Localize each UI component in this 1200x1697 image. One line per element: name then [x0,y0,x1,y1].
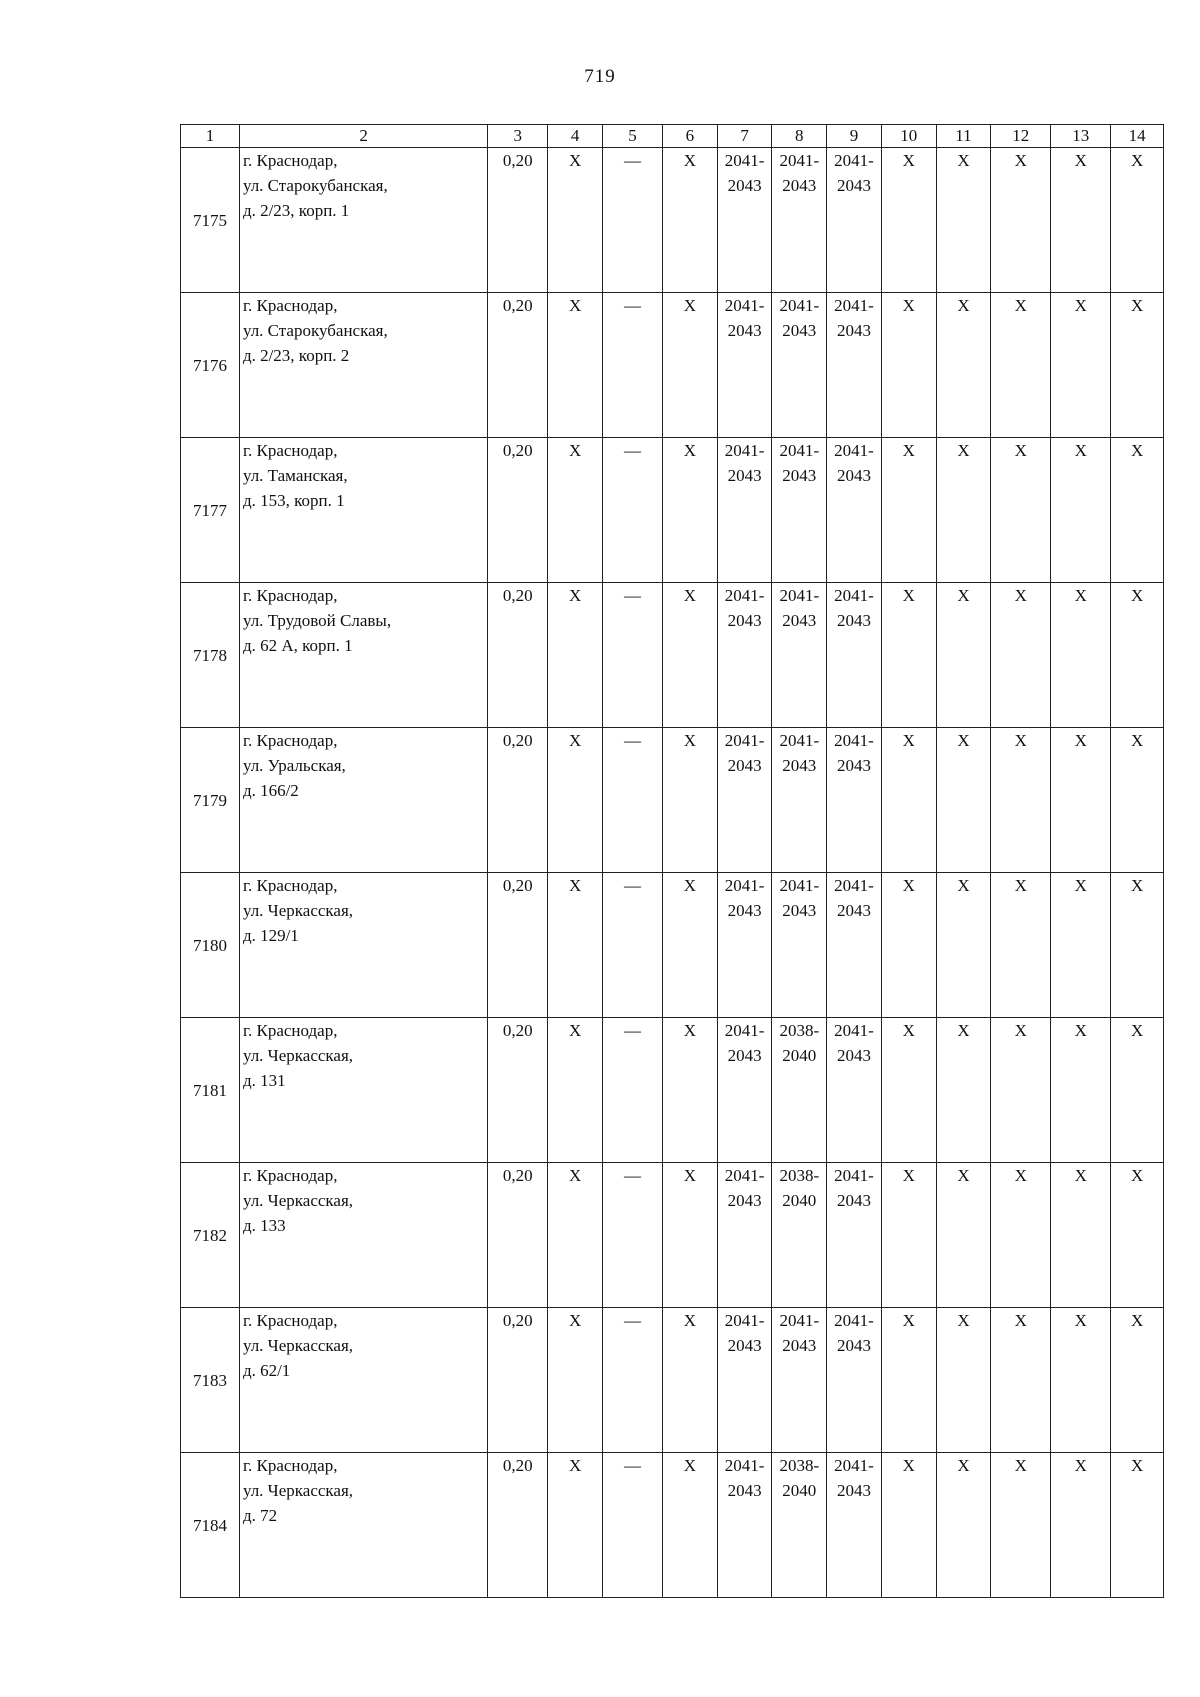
value-cell: 0,20 [488,1308,548,1453]
address-cell [239,1018,487,1163]
mark-cell: X [881,148,936,293]
address-house: д. 2/23, корп. 2 [242,346,350,365]
address-house: д. 62 А, корп. 1 [242,636,353,655]
period-cell [772,728,827,873]
period-end: 2043 [727,1046,762,1065]
value-cell: 0,20 [488,1163,548,1308]
period-cell [717,873,772,1018]
address-house: д. 2/23, корп. 1 [242,201,350,220]
mark-cell: X [936,148,991,293]
mark-cell: X [1051,583,1111,728]
period-cell [827,1018,882,1163]
address-street: ул. Черкасская, [242,1481,354,1500]
mark-cell: X [991,438,1051,583]
period-start: 2041- [834,1021,874,1040]
address-city: г. Краснодар, [242,876,338,895]
mark-cell: X [1051,293,1111,438]
mark-cell: X [991,148,1051,293]
dash-cell: — [603,293,663,438]
period-end: 2040 [782,1046,817,1065]
address-street: ул. Таманская, [242,466,348,485]
mark-cell: X [663,148,718,293]
period-end: 2043 [727,321,762,340]
dash-cell: — [603,1163,663,1308]
period-start: 2041- [779,296,820,315]
address-house: д. 153, корп. 1 [242,491,345,510]
dash-cell: — [603,148,663,293]
period-cell [717,293,772,438]
address-street: ул. Трудовой Славы, [242,611,392,630]
period-start: 2041- [834,441,874,460]
period-start: 2041- [724,876,765,895]
mark-cell: X [548,148,603,293]
mark-cell: X [1051,728,1111,873]
period-start: 2041- [834,731,874,750]
mark-cell: X [1051,438,1111,583]
address-house: д. 133 [242,1216,286,1235]
period-start: 2041- [779,441,820,460]
period-cell [772,1308,827,1453]
mark-cell: X [991,728,1051,873]
mark-cell: X [663,1453,718,1598]
mark-cell: X [663,438,718,583]
address-city: г. Краснодар, [242,586,338,605]
period-end: 2043 [727,176,762,195]
column-header: 4 [548,125,603,148]
value-cell: 0,20 [488,873,548,1018]
period-start: 2041- [834,296,874,315]
mark-cell: X [1111,293,1164,438]
period-end: 2043 [837,901,872,920]
address-city: г. Краснодар, [242,296,338,315]
table-row [181,1163,1164,1308]
period-end: 2043 [727,901,762,920]
period-start: 2038- [779,1166,820,1185]
period-start: 2041- [724,1021,765,1040]
period-end: 2043 [727,466,762,485]
period-end: 2043 [782,466,817,485]
period-start: 2038- [779,1021,820,1040]
row-number: 7182 [181,1163,240,1308]
period-start: 2041- [724,731,765,750]
period-end: 2043 [782,901,817,920]
mark-cell: X [548,1308,603,1453]
mark-cell: X [1111,148,1164,293]
period-end: 2043 [837,756,872,775]
column-header: 5 [603,125,663,148]
column-header: 14 [1111,125,1164,148]
mark-cell: X [936,293,991,438]
dash-cell: — [603,873,663,1018]
housing-register-table [180,124,1164,1598]
period-cell [827,148,882,293]
period-end: 2040 [782,1481,817,1500]
value-cell: 0,20 [488,293,548,438]
period-cell [717,1453,772,1598]
address-house: д. 131 [242,1071,286,1090]
period-start: 2041- [724,151,765,170]
mark-cell: X [663,583,718,728]
period-start: 2041- [834,1311,874,1330]
mark-cell: X [881,1018,936,1163]
period-cell [717,1163,772,1308]
address-city: г. Краснодар, [242,151,338,170]
mark-cell: X [936,1453,991,1598]
mark-cell: X [663,1163,718,1308]
period-start: 2038- [779,1456,820,1475]
period-cell [772,583,827,728]
mark-cell: X [1051,1308,1111,1453]
value-cell: 0,20 [488,148,548,293]
table-row [181,583,1164,728]
column-header: 3 [488,125,548,148]
address-house: д. 62/1 [242,1361,291,1380]
period-end: 2043 [837,1336,872,1355]
page-number: 719 [584,66,616,87]
mark-cell: X [1111,583,1164,728]
period-end: 2043 [837,1481,872,1500]
period-start: 2041- [779,1311,820,1330]
mark-cell: X [936,1308,991,1453]
address-street: ул. Уральская, [242,756,346,775]
mark-cell: X [881,873,936,1018]
mark-cell: X [936,728,991,873]
address-city: г. Краснодар, [242,1456,338,1475]
dash-cell: — [603,583,663,728]
row-number: 7177 [181,438,240,583]
row-number: 7178 [181,583,240,728]
row-number: 7181 [181,1018,240,1163]
period-cell [827,293,882,438]
mark-cell: X [881,293,936,438]
period-end: 2043 [727,1481,762,1500]
table-row [181,1453,1164,1598]
period-cell [717,1308,772,1453]
period-start: 2041- [834,151,874,170]
address-city: г. Краснодар, [242,1021,338,1040]
mark-cell: X [1111,728,1164,873]
address-cell [239,1163,487,1308]
address-street: ул. Старокубанская, [242,176,388,195]
address-street: ул. Черкасская, [242,901,354,920]
dash-cell: — [603,1308,663,1453]
mark-cell: X [1111,873,1164,1018]
row-number: 7179 [181,728,240,873]
period-end: 2043 [837,176,872,195]
address-cell [239,148,487,293]
mark-cell: X [663,1018,718,1163]
period-start: 2041- [779,731,820,750]
column-header: 8 [772,125,827,148]
mark-cell: X [991,1163,1051,1308]
mark-cell: X [936,873,991,1018]
column-header: 11 [936,125,991,148]
column-header: 6 [663,125,718,148]
period-cell [717,148,772,293]
mark-cell: X [663,293,718,438]
address-cell [239,873,487,1018]
period-start: 2041- [834,876,874,895]
mark-cell: X [1111,1453,1164,1598]
mark-cell: X [991,873,1051,1018]
period-end: 2043 [727,1191,762,1210]
period-cell [772,873,827,1018]
address-house: д. 72 [242,1506,278,1525]
row-number: 7175 [181,148,240,293]
mark-cell: X [881,583,936,728]
address-street: ул. Старокубанская, [242,321,388,340]
address-house: д. 129/1 [242,926,299,945]
mark-cell: X [1051,1453,1111,1598]
address-street: ул. Черкасская, [242,1046,354,1065]
column-header: 7 [717,125,772,148]
period-cell [772,1018,827,1163]
period-end: 2043 [727,611,762,630]
period-end: 2043 [782,176,817,195]
period-cell [827,1163,882,1308]
mark-cell: X [936,438,991,583]
mark-cell: X [1051,1163,1111,1308]
mark-cell: X [936,1163,991,1308]
period-end: 2043 [782,1336,817,1355]
period-start: 2041- [724,1311,765,1330]
period-cell [827,1453,882,1598]
mark-cell: X [1051,148,1111,293]
column-number-header-row [181,125,1164,148]
period-cell [772,438,827,583]
value-cell: 0,20 [488,583,548,728]
mark-cell: X [936,583,991,728]
period-start: 2041- [724,441,765,460]
mark-cell: X [548,438,603,583]
period-end: 2043 [837,321,872,340]
mark-cell: X [548,1453,603,1598]
row-number: 7180 [181,873,240,1018]
period-cell [827,728,882,873]
address-cell [239,1308,487,1453]
address-city: г. Краснодар, [242,1166,338,1185]
period-start: 2041- [724,296,765,315]
value-cell: 0,20 [488,438,548,583]
address-city: г. Краснодар, [242,1311,338,1330]
address-city: г. Краснодар, [242,441,338,460]
period-cell [717,583,772,728]
period-cell [717,438,772,583]
period-cell [717,1018,772,1163]
mark-cell: X [991,1018,1051,1163]
mark-cell: X [881,1163,936,1308]
mark-cell: X [881,1453,936,1598]
period-end: 2043 [837,466,872,485]
period-end: 2043 [727,756,762,775]
dash-cell: — [603,1018,663,1163]
mark-cell: X [991,1308,1051,1453]
address-cell [239,728,487,873]
mark-cell: X [548,583,603,728]
column-header: 2 [239,125,487,148]
period-start: 2041- [834,1456,874,1475]
mark-cell: X [881,438,936,583]
mark-cell: X [991,293,1051,438]
period-end: 2040 [782,1191,817,1210]
mark-cell: X [1051,873,1111,1018]
period-cell [827,873,882,1018]
row-number: 7176 [181,293,240,438]
mark-cell: X [881,1308,936,1453]
period-start: 2041- [724,1166,765,1185]
mark-cell: X [1111,438,1164,583]
period-end: 2043 [782,756,817,775]
dash-cell: — [603,438,663,583]
mark-cell: X [663,728,718,873]
mark-cell: X [548,873,603,1018]
column-header: 1 [181,125,240,148]
address-cell [239,1453,487,1598]
address-cell [239,583,487,728]
row-number: 7184 [181,1453,240,1598]
address-city: г. Краснодар, [242,731,338,750]
period-end: 2043 [727,1336,762,1355]
period-start: 2041- [779,151,820,170]
period-start: 2041- [834,1166,874,1185]
address-street: ул. Черкасская, [242,1191,354,1210]
address-cell [239,293,487,438]
mark-cell: X [936,1018,991,1163]
value-cell: 0,20 [488,1018,548,1163]
period-start: 2041- [834,586,874,605]
period-start: 2041- [724,586,765,605]
period-end: 2043 [837,611,872,630]
mark-cell: X [991,583,1051,728]
row-number: 7183 [181,1308,240,1453]
dash-cell: — [603,728,663,873]
address-cell [239,438,487,583]
mark-cell: X [1051,1018,1111,1163]
period-cell [772,148,827,293]
period-cell [827,1308,882,1453]
table-row [181,873,1164,1018]
period-start: 2041- [779,876,820,895]
table-row [181,728,1164,873]
mark-cell: X [548,1018,603,1163]
period-end: 2043 [837,1046,872,1065]
period-cell [772,1453,827,1598]
period-end: 2043 [782,611,817,630]
table-row [181,438,1164,583]
mark-cell: X [881,728,936,873]
mark-cell: X [1111,1163,1164,1308]
value-cell: 0,20 [488,728,548,873]
period-end: 2043 [837,1191,872,1210]
mark-cell: X [548,293,603,438]
column-header: 9 [827,125,882,148]
column-header: 10 [881,125,936,148]
table-row [181,1018,1164,1163]
mark-cell: X [548,728,603,873]
mark-cell: X [991,1453,1051,1598]
mark-cell: X [1111,1018,1164,1163]
mark-cell: X [663,873,718,1018]
period-cell [772,293,827,438]
address-street: ул. Черкасская, [242,1336,354,1355]
dash-cell: — [603,1453,663,1598]
address-house: д. 166/2 [242,781,299,800]
period-start: 2041- [779,586,820,605]
table-row [181,148,1164,293]
value-cell: 0,20 [488,1453,548,1598]
period-cell [772,1163,827,1308]
mark-cell: X [1111,1308,1164,1453]
mark-cell: X [663,1308,718,1453]
period-cell [827,438,882,583]
column-header: 13 [1051,125,1111,148]
period-end: 2043 [782,321,817,340]
table-row [181,293,1164,438]
period-cell [827,583,882,728]
period-cell [717,728,772,873]
column-header: 12 [991,125,1051,148]
period-start: 2041- [724,1456,765,1475]
table-row [181,1308,1164,1453]
mark-cell: X [548,1163,603,1308]
